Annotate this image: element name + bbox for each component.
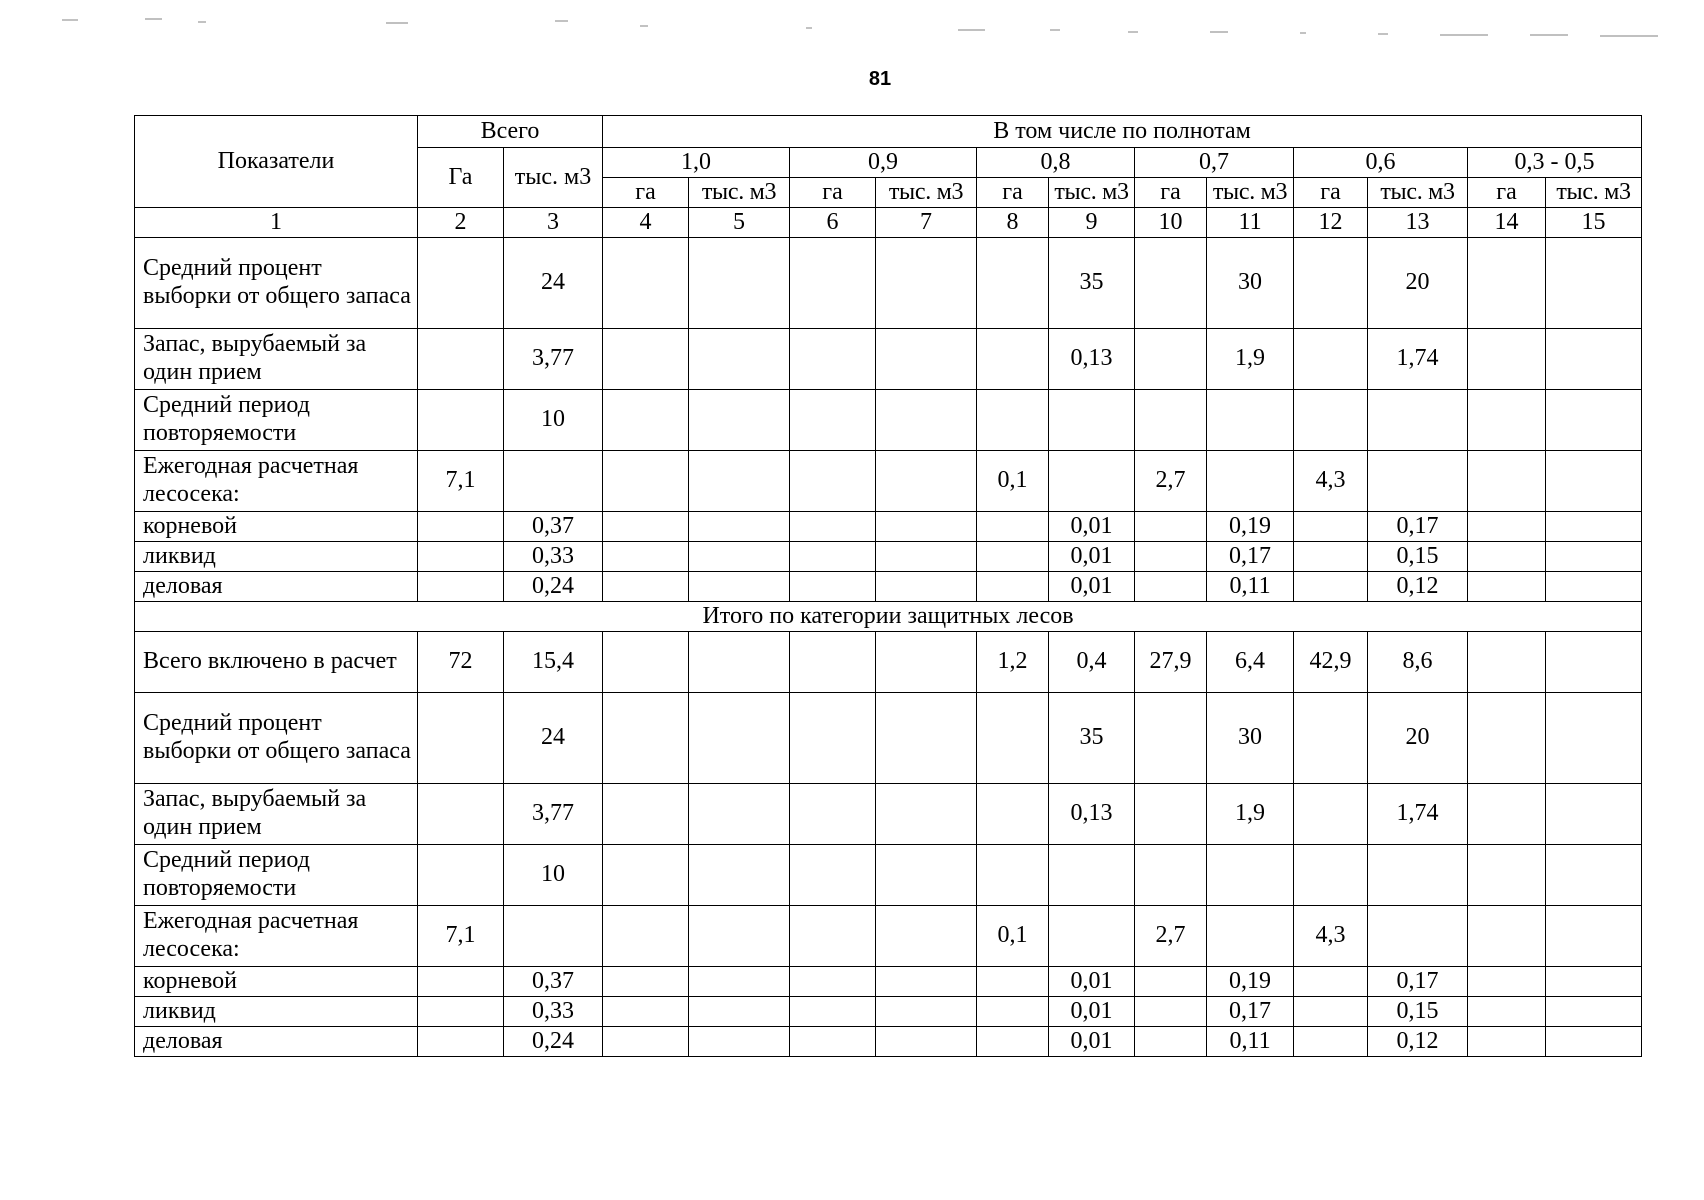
table-cell [418, 784, 504, 845]
row-label: Запас, вырубаемый за один прием [135, 329, 418, 390]
table-cell [1135, 997, 1207, 1027]
header-total-volume: тыс. м3 [504, 148, 603, 208]
table-cell: 24 [504, 693, 603, 784]
table-cell [603, 572, 689, 602]
table-cell [418, 238, 504, 329]
table-cell [1294, 997, 1368, 1027]
table-cell [1294, 238, 1368, 329]
table-cell [1135, 329, 1207, 390]
row-label: корневой [135, 512, 418, 542]
table-cell [876, 572, 977, 602]
table-cell: 1,74 [1368, 784, 1468, 845]
table-cell [977, 693, 1049, 784]
table-cell: 0,13 [1049, 329, 1135, 390]
table-row [135, 997, 1642, 1027]
table-cell: 42,9 [1294, 632, 1368, 693]
header-indicators: Показатели [135, 116, 418, 208]
page-number: 81 [868, 68, 892, 90]
table-row [135, 329, 1642, 390]
table-cell [1135, 1027, 1207, 1057]
table-row [135, 967, 1642, 997]
table-cell [876, 390, 977, 451]
table-cell [1294, 1027, 1368, 1057]
table-cell [418, 329, 504, 390]
table-cell [418, 845, 504, 906]
table-cell [1294, 845, 1368, 906]
row-label: Запас, вырубаемый за один прием [135, 784, 418, 845]
table-cell [790, 632, 876, 693]
column-number: 4 [603, 208, 689, 238]
table-cell [977, 997, 1049, 1027]
table-cell: 0,33 [504, 997, 603, 1027]
table-cell: 0,19 [1207, 967, 1294, 997]
subheader-ha: га [1468, 178, 1546, 208]
table-row [135, 784, 1642, 845]
table-cell [418, 693, 504, 784]
table-cell [876, 845, 977, 906]
table-cell [977, 390, 1049, 451]
table-cell: 30 [1207, 693, 1294, 784]
table-cell [1135, 542, 1207, 572]
header-density: 1,0 [603, 148, 790, 178]
table-cell [790, 542, 876, 572]
subheader-volume: тыс. м3 [1546, 178, 1642, 208]
table-cell: 0,01 [1049, 512, 1135, 542]
column-number: 8 [977, 208, 1049, 238]
section-title: Итого по категории защитных лесов [135, 602, 1642, 632]
table-cell [603, 967, 689, 997]
subheader-ha: га [603, 178, 689, 208]
table-cell [1207, 906, 1294, 967]
table-cell [418, 542, 504, 572]
table-cell: 35 [1049, 238, 1135, 329]
table-cell [1546, 784, 1642, 845]
table-cell: 0,17 [1207, 542, 1294, 572]
table-cell [1135, 845, 1207, 906]
table-cell [418, 572, 504, 602]
table-cell [1294, 693, 1368, 784]
table-cell: 0,17 [1368, 967, 1468, 997]
row-label: Средний период повторяемости [135, 390, 418, 451]
table-cell [603, 1027, 689, 1057]
table-cell [876, 784, 977, 845]
table-cell: 3,77 [504, 329, 603, 390]
table-cell [1468, 967, 1546, 997]
table-cell [876, 542, 977, 572]
table-cell: 20 [1368, 238, 1468, 329]
table-cell [1368, 451, 1468, 512]
table-cell: 7,1 [418, 906, 504, 967]
table-cell [603, 390, 689, 451]
table-cell [603, 845, 689, 906]
header-total: Всего [418, 116, 603, 148]
table-cell [689, 632, 790, 693]
table-cell [1546, 967, 1642, 997]
table-cell [790, 451, 876, 512]
table-cell: 24 [504, 238, 603, 329]
table-cell: 0,01 [1049, 572, 1135, 602]
table-cell [1468, 693, 1546, 784]
table-cell [1546, 572, 1642, 602]
table-cell [1049, 845, 1135, 906]
table-cell [603, 784, 689, 845]
table-cell [1468, 329, 1546, 390]
table-cell [876, 238, 977, 329]
table-cell [1546, 238, 1642, 329]
table-cell [689, 906, 790, 967]
table-cell [876, 997, 977, 1027]
table-cell [1049, 390, 1135, 451]
table-cell: 2,7 [1135, 906, 1207, 967]
table-cell [1546, 997, 1642, 1027]
table-cell: 0,01 [1049, 997, 1135, 1027]
table-cell [1207, 451, 1294, 512]
table-cell [1468, 632, 1546, 693]
table-cell: 0,11 [1207, 1027, 1294, 1057]
table-cell [790, 997, 876, 1027]
table-cell [876, 451, 977, 512]
table-row [135, 693, 1642, 784]
table-cell [1546, 1027, 1642, 1057]
table-cell: 2,7 [1135, 451, 1207, 512]
column-number: 1 [135, 208, 418, 238]
subheader-ha: га [790, 178, 876, 208]
row-label: Ежегодная расчетная лесосека: [135, 906, 418, 967]
table-cell: 0,19 [1207, 512, 1294, 542]
table-cell [1294, 512, 1368, 542]
table-cell [1368, 906, 1468, 967]
table-cell [1294, 542, 1368, 572]
table-cell: 0,13 [1049, 784, 1135, 845]
subheader-volume: тыс. м3 [1368, 178, 1468, 208]
row-label: Средний процент выборки от общего запаса [135, 238, 418, 329]
table-cell [1135, 967, 1207, 997]
table-cell [1546, 390, 1642, 451]
table-cell: 0,1 [977, 451, 1049, 512]
column-number: 15 [1546, 208, 1642, 238]
table-cell [689, 329, 790, 390]
table-cell: 27,9 [1135, 632, 1207, 693]
table-cell [790, 329, 876, 390]
table-cell [977, 238, 1049, 329]
table-cell [603, 632, 689, 693]
table-cell: 10 [504, 390, 603, 451]
table-cell: 1,2 [977, 632, 1049, 693]
column-number: 12 [1294, 208, 1368, 238]
table-cell: 0,24 [504, 1027, 603, 1057]
table-cell [1468, 451, 1546, 512]
table-cell [1207, 390, 1294, 451]
table-cell [876, 906, 977, 967]
table-cell [790, 845, 876, 906]
table-cell [689, 238, 790, 329]
table-cell [1546, 845, 1642, 906]
table-cell [689, 451, 790, 512]
table-cell: 10 [504, 845, 603, 906]
column-number: 11 [1207, 208, 1294, 238]
table-cell [876, 1027, 977, 1057]
table-cell: 0,37 [504, 967, 603, 997]
table-cell [790, 906, 876, 967]
table-cell [1468, 906, 1546, 967]
table-cell: 0,37 [504, 512, 603, 542]
table-cell [603, 238, 689, 329]
table-cell [689, 542, 790, 572]
table-cell: 20 [1368, 693, 1468, 784]
table-cell [418, 967, 504, 997]
table-cell [1049, 451, 1135, 512]
table-row [135, 632, 1642, 693]
table-cell [1294, 967, 1368, 997]
table-cell [876, 512, 977, 542]
subheader-ha: га [1135, 178, 1207, 208]
table-row [135, 390, 1642, 451]
table-cell: 72 [418, 632, 504, 693]
table-cell: 0,12 [1368, 572, 1468, 602]
table-cell [790, 572, 876, 602]
table-cell: 4,3 [1294, 451, 1368, 512]
table-cell [977, 1027, 1049, 1057]
table-row [135, 906, 1642, 967]
table-cell [603, 997, 689, 1027]
table-cell [603, 542, 689, 572]
row-label: корневой [135, 967, 418, 997]
table-cell: 6,4 [1207, 632, 1294, 693]
table-cell [504, 451, 603, 512]
column-number: 13 [1368, 208, 1468, 238]
table-cell: 0,15 [1368, 542, 1468, 572]
table-cell [977, 512, 1049, 542]
table-cell [418, 390, 504, 451]
column-number: 9 [1049, 208, 1135, 238]
column-number: 5 [689, 208, 790, 238]
row-label: деловая [135, 1027, 418, 1057]
table-cell [1546, 329, 1642, 390]
table-cell [790, 390, 876, 451]
table-cell [1135, 238, 1207, 329]
header-density: 0,6 [1294, 148, 1468, 178]
table-cell [603, 512, 689, 542]
table-cell [1468, 512, 1546, 542]
table-cell [1468, 390, 1546, 451]
table-cell [1368, 845, 1468, 906]
table-cell: 35 [1049, 693, 1135, 784]
table-cell [603, 329, 689, 390]
header-density: 0,3 - 0,5 [1468, 148, 1642, 178]
table-cell [689, 997, 790, 1027]
column-number: 2 [418, 208, 504, 238]
table-cell: 15,4 [504, 632, 603, 693]
table-cell [689, 967, 790, 997]
header-density: 0,7 [1135, 148, 1294, 178]
table-cell [977, 542, 1049, 572]
table-cell [977, 784, 1049, 845]
subheader-ha: га [1294, 178, 1368, 208]
table-cell [1468, 1027, 1546, 1057]
table-cell [977, 572, 1049, 602]
table-cell [977, 967, 1049, 997]
table-cell: 0,01 [1049, 967, 1135, 997]
table-cell [603, 451, 689, 512]
table-cell [1207, 845, 1294, 906]
table-cell [790, 238, 876, 329]
table-cell [689, 572, 790, 602]
table-cell [1468, 845, 1546, 906]
table-row [135, 451, 1642, 512]
section-row [135, 602, 1642, 632]
table-cell [1468, 572, 1546, 602]
table-cell: 0,01 [1049, 1027, 1135, 1057]
table-cell: 0,4 [1049, 632, 1135, 693]
table-cell: 0,12 [1368, 1027, 1468, 1057]
table-cell [876, 329, 977, 390]
table-cell [1135, 784, 1207, 845]
row-label: Всего включено в расчет [135, 632, 418, 693]
table-cell [876, 693, 977, 784]
header-density: 0,9 [790, 148, 977, 178]
table-cell [1468, 784, 1546, 845]
table-row [135, 845, 1642, 906]
subheader-volume: тыс. м3 [1207, 178, 1294, 208]
table-cell [1468, 542, 1546, 572]
table-cell: 4,3 [1294, 906, 1368, 967]
table-cell [689, 1027, 790, 1057]
table-cell: 1,9 [1207, 329, 1294, 390]
table-cell [876, 967, 977, 997]
row-label: деловая [135, 572, 418, 602]
table-cell [603, 906, 689, 967]
table-cell [790, 693, 876, 784]
table-cell: 0,11 [1207, 572, 1294, 602]
table-cell [1468, 997, 1546, 1027]
table-cell: 0,17 [1368, 512, 1468, 542]
table-cell [418, 997, 504, 1027]
table-cell [1135, 572, 1207, 602]
row-label: ликвид [135, 997, 418, 1027]
table-cell: 1,74 [1368, 329, 1468, 390]
table-cell [1294, 572, 1368, 602]
column-number: 3 [504, 208, 603, 238]
table-cell [1294, 784, 1368, 845]
table-cell [790, 512, 876, 542]
table-cell [1135, 390, 1207, 451]
table-cell [1546, 451, 1642, 512]
table-cell [418, 512, 504, 542]
table-cell: 0,01 [1049, 542, 1135, 572]
table-cell [1294, 329, 1368, 390]
table-cell [790, 784, 876, 845]
table-cell: 0,1 [977, 906, 1049, 967]
table-cell [1135, 693, 1207, 784]
table-cell [790, 1027, 876, 1057]
table-cell [1294, 390, 1368, 451]
table-row [135, 238, 1642, 329]
table-cell [1546, 906, 1642, 967]
row-label: ликвид [135, 542, 418, 572]
table-cell [689, 390, 790, 451]
forest-table [134, 115, 1642, 1057]
table-cell [504, 906, 603, 967]
table-cell: 3,77 [504, 784, 603, 845]
row-label: Средний процент выборки от общего запаса [135, 693, 418, 784]
table-cell [689, 693, 790, 784]
table-cell: 0,17 [1207, 997, 1294, 1027]
table-cell [689, 845, 790, 906]
column-number: 14 [1468, 208, 1546, 238]
table-cell [1368, 390, 1468, 451]
scan-artifacts [0, 0, 1704, 60]
table-cell [689, 512, 790, 542]
subheader-volume: тыс. м3 [689, 178, 790, 208]
table-cell: 30 [1207, 238, 1294, 329]
column-number: 7 [876, 208, 977, 238]
subheader-volume: тыс. м3 [876, 178, 977, 208]
table-cell: 7,1 [418, 451, 504, 512]
table-row [135, 542, 1642, 572]
table-cell [790, 967, 876, 997]
table-cell [876, 632, 977, 693]
column-number: 6 [790, 208, 876, 238]
table-cell [1049, 906, 1135, 967]
row-label: Ежегодная расчетная лесосека: [135, 451, 418, 512]
table-cell [1546, 512, 1642, 542]
header-total-ha: Га [418, 148, 504, 208]
header-including-density: В том числе по полнотам [603, 116, 1642, 148]
table-cell [977, 329, 1049, 390]
table-cell [1546, 542, 1642, 572]
table-row [135, 512, 1642, 542]
table-cell [1468, 238, 1546, 329]
table-cell [418, 1027, 504, 1057]
table-cell [977, 845, 1049, 906]
table-cell [689, 784, 790, 845]
row-label: Средний период повторяемости [135, 845, 418, 906]
subheader-volume: тыс. м3 [1049, 178, 1135, 208]
table-cell [1546, 632, 1642, 693]
table-cell: 0,24 [504, 572, 603, 602]
table-cell [1546, 693, 1642, 784]
table-cell [603, 693, 689, 784]
table-row [135, 1027, 1642, 1057]
header-density: 0,8 [977, 148, 1135, 178]
table-cell: 8,6 [1368, 632, 1468, 693]
table-cell: 1,9 [1207, 784, 1294, 845]
subheader-ha: га [977, 178, 1049, 208]
table-row [135, 572, 1642, 602]
table-cell: 0,33 [504, 542, 603, 572]
column-number: 10 [1135, 208, 1207, 238]
table-cell [1135, 512, 1207, 542]
table-cell: 0,15 [1368, 997, 1468, 1027]
